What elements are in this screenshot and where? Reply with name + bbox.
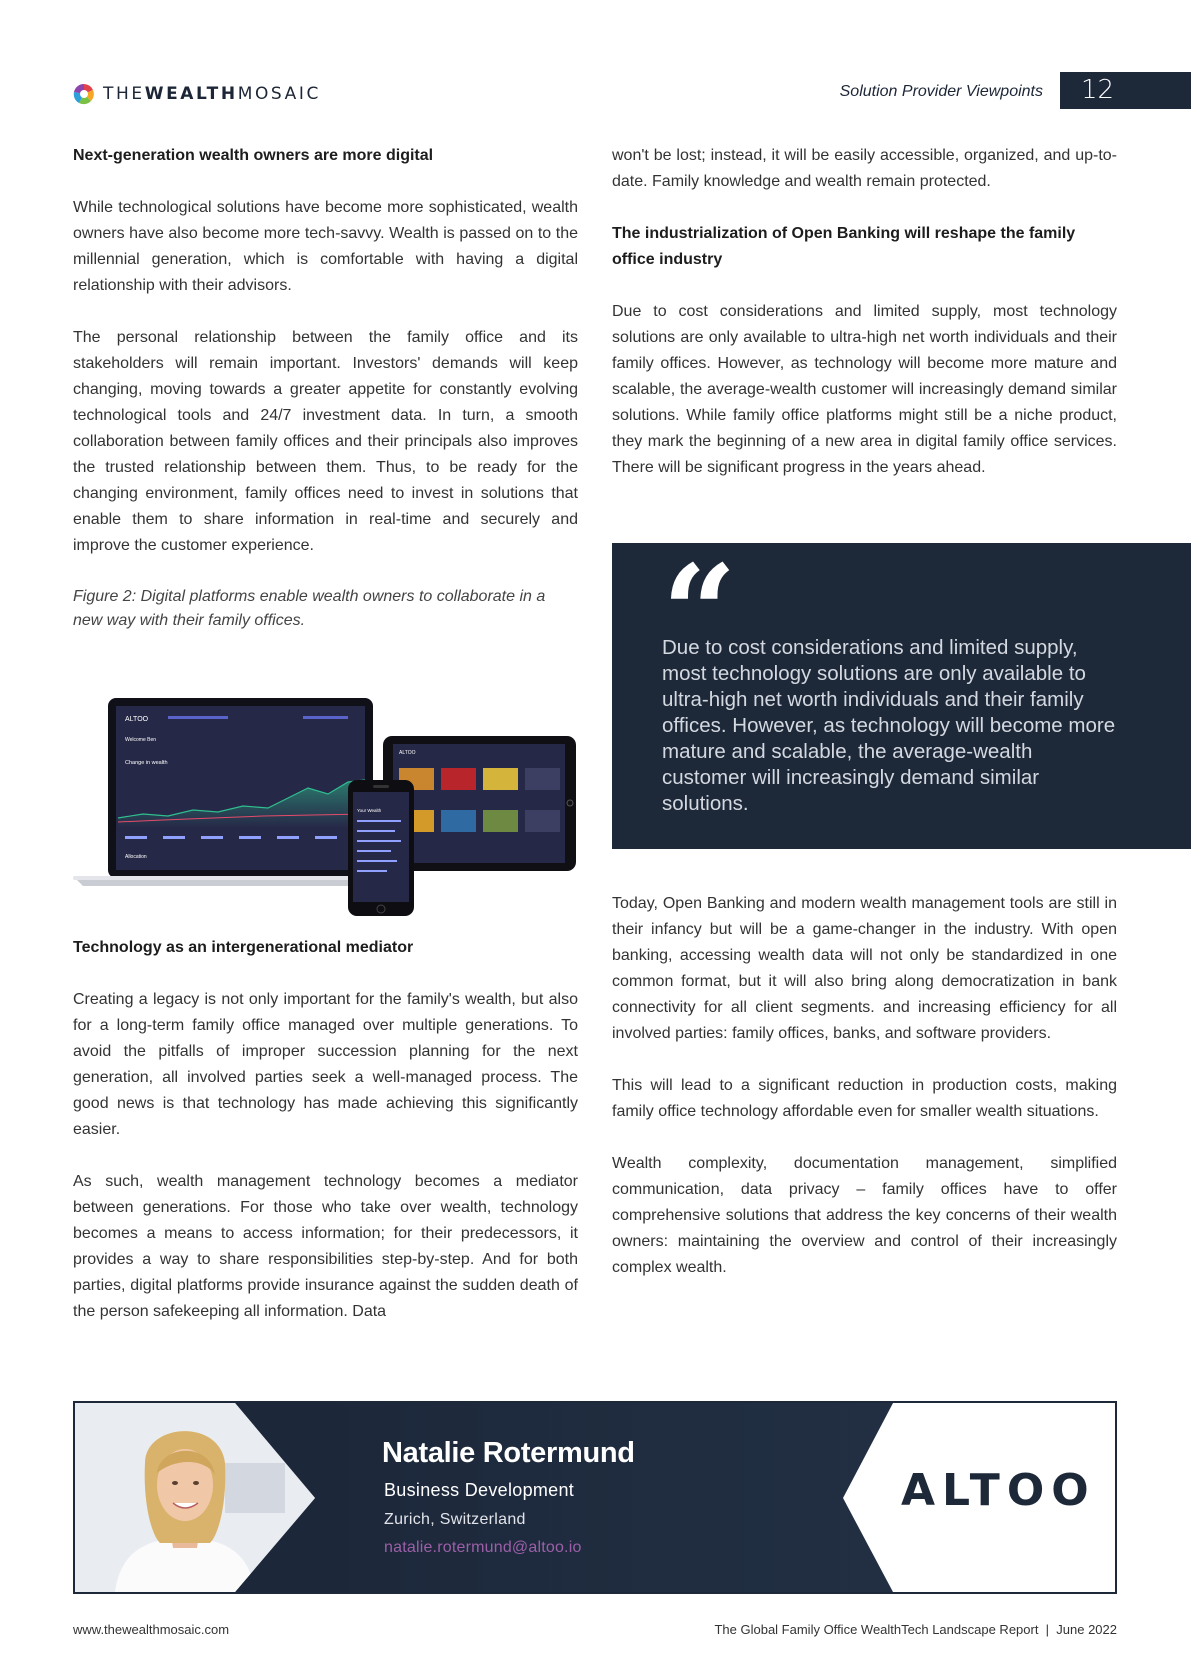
mosaic-logo-icon [73,83,95,105]
pull-quote [612,536,1191,849]
brand-wordmark: THEWEALTHMOSAIC [103,84,321,104]
paragraph: won't be lost; instead, it will be easily accessible, organized, and up-to-date. Family knowledge and wealth remain protected. [612,147,1117,190]
paragraph: Due to cost considerations and limited supply, most technology solutions are only available to ultra-high net worth individuals and their family offices. However, as technology will become more mature and scalable, the average-wealth customer will increasingly demand similar solutions. While family office platforms might still be a niche product, they mark the beginning of a new area in digital family office services. There will be significant progress in the years ahead. [612,303,1117,476]
laptop-welcome: Welcome Ben [125,737,157,743]
figure-caption: Figure 2: Digital platforms enable wealth owners to collaborate in a new way with their family offices. [73,588,546,629]
paragraph: Wealth complexity, documentation management, simplified communication, data privacy – family offices have to offer comprehensive solutions that address the key concerns of their wealth owners: maintaining the overview and control of their increasingly complex wealth. [612,1155,1117,1276]
section-label: Solution Provider Viewpoints [839,83,1043,100]
profile-role: Business Development [384,1480,575,1500]
footer-report-title: The Global Family Office WealthTech Landscape Report | June 2022 [714,1622,1117,1637]
paragraph: Creating a legacy is not only important for the family's wealth, but also for a long-term family office managed over multiple generations. To avoid the pitfalls of improper succession planning for the next generation, all involved parties seek a well-managed process. The good news is that technology has made achieving this significantly easier. [73,991,578,1138]
profile-location: Zurich, Switzerland [384,1511,526,1528]
paragraph: This will lead to a significant reduction in production costs, making family office technology affordable even for smaller wealth situations. [612,1077,1117,1120]
pull-quote-text: Due to cost considerations and limited supply, most technology solutions are only available to ultra-high net worth individuals and their family offices. However, as technology will become more mature and scalable, the average-wealth customer will increasingly demand similar solutions. [662,636,1116,815]
page-number-box [1060,72,1191,109]
paragraph: Today, Open Banking and modern wealth management tools are still in their infancy but will be a game-changer in the industry. With open banking, accessing wealth data will not only be standardized in one common format, but it will also bring along democratization in bank connectivity for all client segments. and increasing efficiency for all involved parties: family offices, banks, and software providers. [612,895,1117,1042]
phone-device [348,780,414,916]
paragraph: The personal relationship between the family office and its stakeholders will remain important. Investors' demands will keep changing, moving towards a greater appetite for constantly evolving technological tools and 24/7 investment data. In turn, a smooth collaboration between family offices and their principals also improves the trusted relationship between them. Thus, to be ready for the changing environment, family offices need to invest in solutions that enable them to share information in real-time and securely and improve the customer experience. [73,329,578,554]
laptop-chart-title: Change in wealth [125,760,168,766]
altoo-logo: ALTOO [901,1465,1096,1516]
heading-next-generation: Next-generation wealth owners are more digital [73,147,434,164]
footer-website-link[interactable]: www.thewealthmosaic.com [73,1622,230,1637]
profile-email-link[interactable]: natalie.rotermund@altoo.io [384,1539,582,1556]
brand-logo [73,80,321,108]
profile-name: Natalie Rotermund [382,1437,635,1469]
quote-mark-icon: “ [662,536,737,689]
profile-photo [75,1403,315,1592]
laptop-brand: ALTOO [125,716,149,723]
devices-illustration [73,688,578,942]
laptop-allocation: Allocation [125,854,147,860]
profile-banner [73,1401,1117,1594]
paragraph: As such, wealth management technology becomes a mediator between generations. For those who take over wealth, technology becomes a means to access information; for their predecessors, it provides a way to share responsibilities step-by-step. And for both parties, digital platforms provide insurance against the sudden death of the person safekeeping all information. Data [73,1173,578,1320]
figure-devices [73,688,578,942]
heading-intergenerational: Technology as an intergenerational mediator [73,939,414,956]
heading-open-banking: The industrialization of Open Banking will reshape the family office industry [612,225,1076,268]
phone-title: Your Wealth [357,808,382,813]
paragraph: While technological solutions have become more sophisticated, wealth owners have also become more tech-savvy. Wealth is passed on to the millennial generation, which is comfortable with having a digital relationship with their advisors. [73,199,578,294]
page-number: 12 [1081,75,1115,105]
tablet-brand: ALTOO [399,750,416,756]
